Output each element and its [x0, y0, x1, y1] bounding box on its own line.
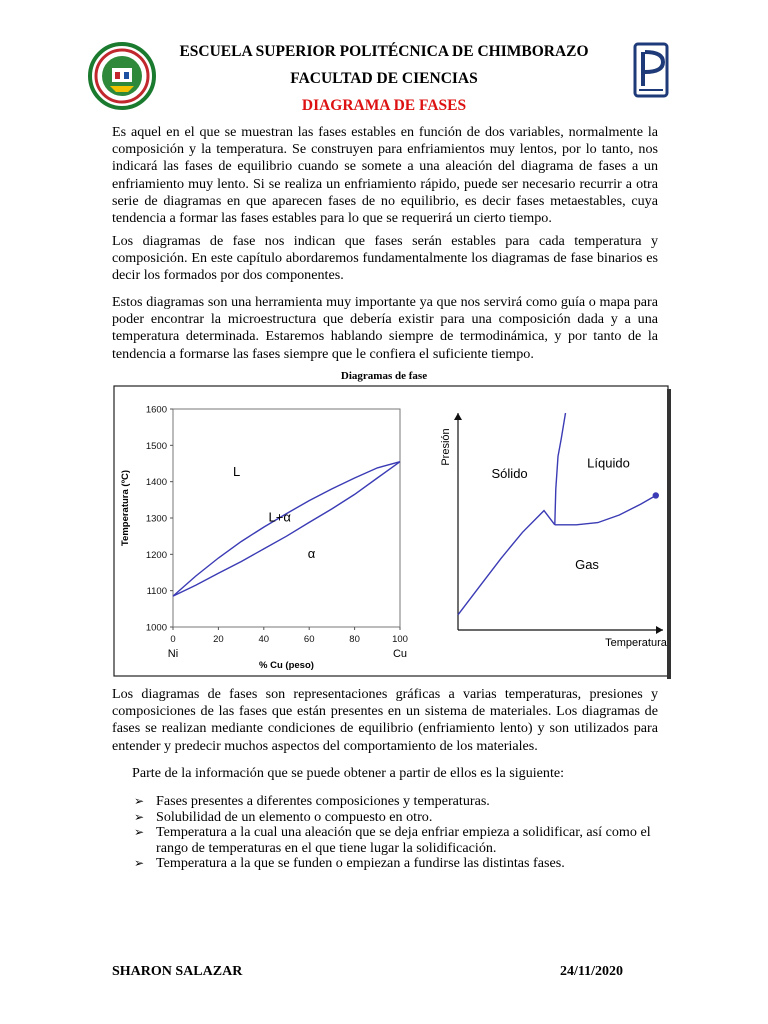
x-tick-label: 60: [303, 634, 315, 645]
y-tick-label: 1300: [145, 513, 167, 525]
x-tick-label: 20: [213, 634, 224, 645]
x-axis-title: % Cu (peso): [259, 660, 314, 671]
bullet-icon: ➢: [134, 825, 145, 839]
x-tick-label: 40: [258, 634, 270, 645]
region-label: L: [232, 464, 241, 480]
y-tick-label: 1600: [145, 404, 167, 416]
footer-author: SHARON SALAZAR: [112, 964, 243, 979]
paragraph-info-intro: Parte de la información que se puede obtener a partir de ellos es la siguiente:: [132, 765, 565, 781]
x-tick-label: 80: [349, 634, 360, 645]
region-label: Gas: [575, 557, 599, 573]
list-item: ➢ Solubilidad de un elemento o compuesto en otro.: [134, 808, 433, 825]
y-axis-title: Temperatura (ºC): [120, 469, 131, 547]
x-tick-label: 0: [170, 634, 176, 645]
paragraph-tool: Estos diagramas son una herramienta muy importante ya que nos servirá como guía o mapa para poder encontrar la microestructura que debería existir para una composición dada y a una temperatura determinada. Estaremos hablando siempre de termodinámica, y por tanto de la tendencia a formarse las fases siempre que le confiera el suficiente tiempo.: [112, 294, 658, 362]
x-axis-title: Temperatura: [605, 637, 667, 649]
region-label: α: [307, 545, 316, 561]
bullet-icon: ➢: [134, 856, 145, 870]
bullet-icon: ➢: [134, 809, 145, 824]
document-title: DIAGRAMA DE FASES: [301, 97, 467, 114]
paragraph-binary: Los diagramas de fase nos indican que fases serán estables para cada temperatura y composición. En este capítulo abordaremos fundamentalmente los diagramas de fase binarios es decir los formados por dos componentes.: [112, 233, 658, 284]
critical-point: [653, 492, 659, 498]
bullet-icon: ➢: [134, 794, 145, 808]
figure-caption: Diagramas de fase: [340, 370, 428, 382]
region-label: L+α: [268, 509, 291, 525]
y-tick-label: 1100: [146, 586, 167, 598]
institution-title: ESCUELA SUPERIOR POLITÉCNICA DE CHIMBORAZO: [179, 43, 589, 60]
list-item: ➢ Fases presentes a diferentes composiciones y temperaturas.: [134, 793, 490, 809]
faculty-title: FACULTAD DE CIENCIAS: [290, 70, 478, 87]
y-tick-label: 1500: [145, 440, 167, 452]
paragraph-intro: Es aquel en el que se muestran las fases estables en función de dos variables, normalmente la composición y la temperatura. Se construyen para enfriamientos muy lentos, por lo tanto, nos indicará las fases de equilibrio cuando se somete a una aleación del diagrama de fases a un enfriamiento muy lento. Si se realiza un enfriamiento rápido, puede ser necesario recurrir a otra serie de diagramas en que aparecen fases de no equilibrio, es decir fases metaestables, cuya tendencia a formar las fases estables para lo que se requerirá un cierto tiempo.: [112, 124, 658, 227]
y-tick-label: 1400: [145, 477, 167, 489]
paragraph-representations: Los diagramas de fases son representaciones gráficas a varias temperaturas, presiones y composiciones de las fases que están presentes en un sistema de materiales. Los diagramas de fases se realizan mediante condiciones de equilibrio (enfriamiento lento) y son utilizados para entender y predecir muchos aspectos del comportamiento de los materiales.: [112, 686, 658, 754]
x-tick-label: 100: [392, 634, 408, 645]
x-end-label-ni: Ni: [167, 648, 179, 660]
phase-diagrams-figure: [113, 385, 673, 681]
region-label: Líquido: [587, 455, 630, 471]
y-tick-label: 1200: [145, 549, 167, 561]
x-end-label-cu: Cu: [392, 648, 408, 660]
info-list: [132, 794, 662, 872]
footer-date: 24/11/2020: [560, 964, 624, 979]
y-axis-title: Presión: [440, 428, 452, 466]
y-tick-label: 1000: [145, 622, 167, 634]
region-label: Sólido: [491, 466, 528, 482]
list-item: ➢ Temperatura a la cual una aleación que se deja enfriar empieza a solidificar, así como el rango de temperaturas en el que tiene lugar la solidificación.: [134, 824, 651, 856]
list-item: ➢ Temperatura a la que se funden o empiezan a fundirse las distintas fases.: [134, 855, 565, 871]
